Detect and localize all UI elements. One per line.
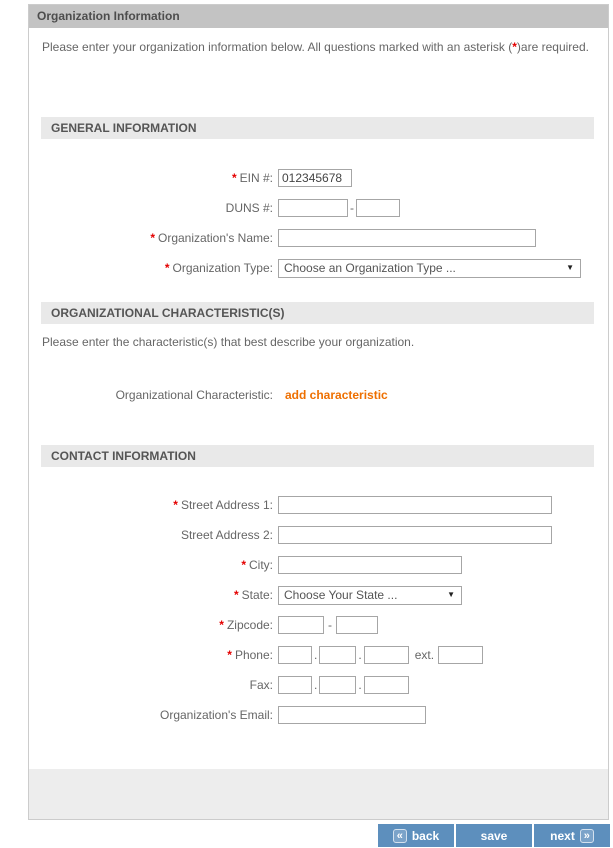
phone-row [29,645,602,665]
city-row [29,555,602,575]
save-button-label: save [480,828,508,843]
navigation-buttons [378,824,610,847]
next-button-label: next [550,828,575,843]
org-type-row [29,258,602,278]
section-heading-general: GENERAL INFORMATION [41,117,594,139]
fax-area-input[interactable] [278,676,312,694]
zipcode-input-1[interactable] [278,616,324,634]
back-arrow-icon: « [393,829,407,843]
organization-form-panel [28,4,609,820]
fax-label: Fax: [249,678,273,692]
state-selected-value: Choose Your State ... [284,588,398,602]
street1-label: * Street Address 1: [173,498,273,512]
email-label: Organization's Email: [159,708,273,722]
phone-prefix-input[interactable] [319,646,356,664]
chevron-down-icon: ▼ [566,263,574,272]
duns-input-1[interactable] [278,199,348,217]
phone-separator: . [358,648,362,662]
org-type-select[interactable] [278,259,581,278]
required-asterisk: * [173,498,178,512]
chevron-down-icon: ▼ [447,590,455,599]
panel-footer [29,769,608,819]
back-button-label: back [411,828,440,843]
org-type-label: * Organization Type: [164,261,273,275]
phone-line-input[interactable] [364,646,409,664]
required-asterisk: * [231,171,237,185]
section-heading-contact: CONTACT INFORMATION [41,445,594,467]
state-row [29,585,602,605]
street-address-1-input[interactable] [278,496,552,514]
phone-label: * Phone: [227,648,273,662]
fax-row [29,675,602,695]
page-title: Organization Information [29,5,608,28]
zipcode-label: * Zipcode: [219,618,273,632]
next-button[interactable] [534,824,610,847]
state-select[interactable] [278,586,462,605]
fax-prefix-input[interactable] [319,676,356,694]
section-heading-characteristics: ORGANIZATIONAL CHARACTERISTIC(S) [41,302,594,324]
org-type-selected-value: Choose an Organization Type ... [284,261,456,275]
duns-row [29,198,602,218]
zipcode-separator: - [328,618,332,632]
required-asterisk: * [227,648,232,662]
back-button[interactable] [378,824,454,847]
zipcode-input-2[interactable] [336,616,378,634]
required-asterisk: * [219,618,224,632]
street2-row [29,525,602,545]
save-button[interactable] [456,824,532,847]
add-characteristic-link[interactable]: add characteristic [285,388,388,402]
org-name-input[interactable] [278,229,536,247]
intro-part2: )are required. [516,40,589,54]
characteristic-row [29,385,602,405]
intro-part1: Please enter your organization information below. All questions marked with an asterisk ( [42,40,513,54]
characteristic-label: Organizational Characteristic: [115,388,273,402]
intro-text [42,38,590,56]
ein-input[interactable] [278,169,352,187]
street-address-2-input[interactable] [278,526,552,544]
characteristics-description: Please enter the characteristic(s) that best describe your organization. [42,335,415,349]
ein-row [29,168,602,188]
street2-label: Street Address 2: [180,528,273,542]
city-input[interactable] [278,556,462,574]
state-label: * State: [233,588,273,602]
required-asterisk: * [233,588,239,602]
organization-email-input[interactable] [278,706,426,724]
required-asterisk: * [150,231,155,245]
phone-ext-input[interactable] [438,646,483,664]
intro-asterisk: * [512,40,517,54]
fax-separator: . [314,678,318,692]
required-asterisk: * [164,261,170,275]
ein-label: * EIN #: [231,171,273,185]
phone-area-input[interactable] [278,646,312,664]
street1-row [29,495,602,515]
city-label: * City: [241,558,273,572]
next-arrow-icon: » [580,829,594,843]
phone-separator: . [314,648,318,662]
org-name-label: * Organization's Name: [150,231,273,245]
duns-separator: - [350,201,354,215]
ext-label: ext. [414,648,435,662]
duns-label: DUNS #: [225,201,273,215]
duns-input-2[interactable] [356,199,400,217]
fax-line-input[interactable] [364,676,409,694]
email-row [29,705,602,725]
zipcode-row [29,615,602,635]
required-asterisk: * [241,558,246,572]
fax-separator: . [358,678,362,692]
org-name-row [29,228,602,248]
